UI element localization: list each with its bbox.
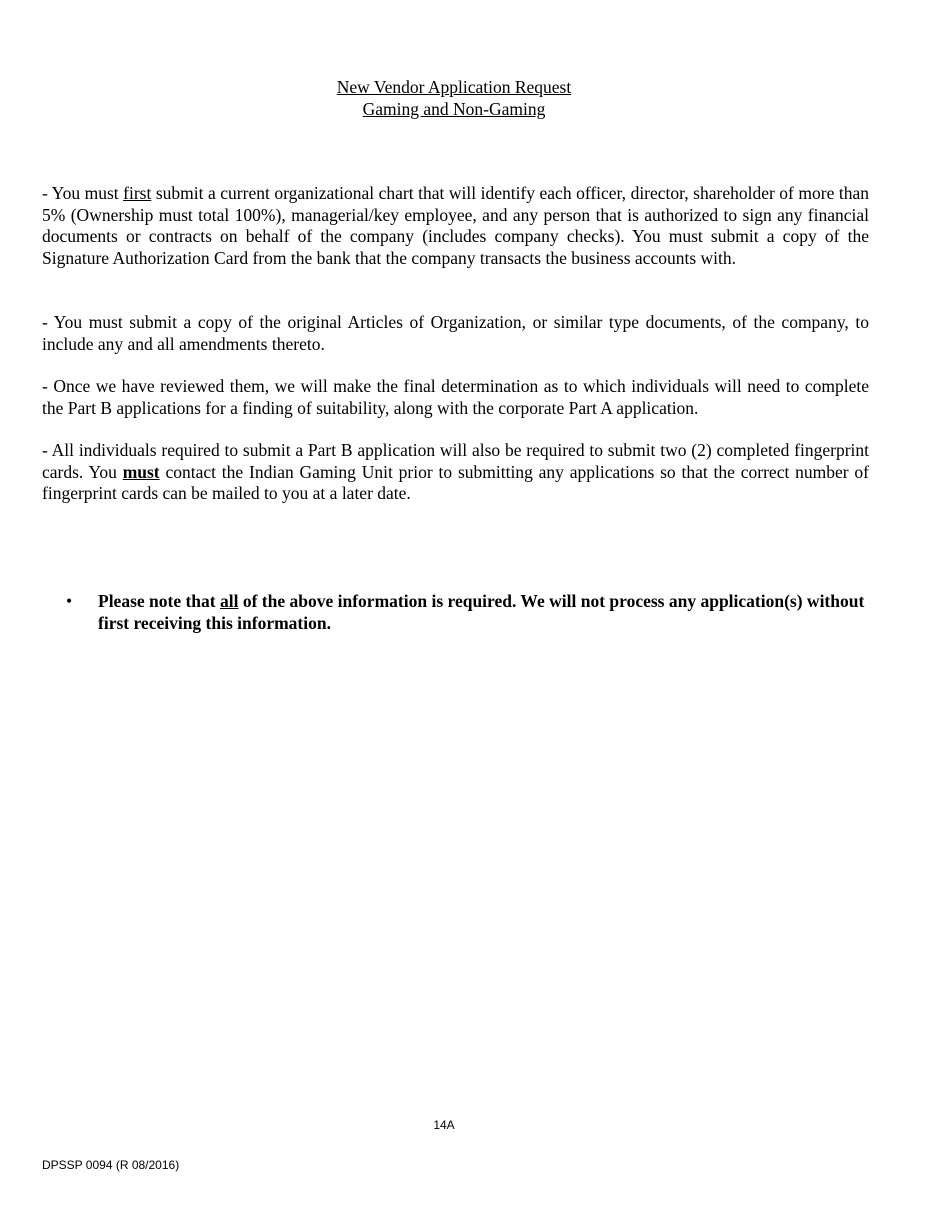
- paragraph-articles-of-organization: - You must submit a copy of the original Articles of Organization, or similar type documents, of the company, to include any and all amendments thereto.: [42, 312, 869, 354]
- title-line-1: New Vendor Application Request: [336, 77, 572, 97]
- emphasis-first: first: [123, 183, 152, 203]
- page-number: 14A: [433, 1118, 455, 1132]
- paragraph-review-determination: - Once we have reviewed them, we will make the final determination as to which individuals will need to complete the Part B applications for a finding of suitability, along with the corporate Part A application.: [42, 376, 869, 418]
- bullet-icon: •: [66, 591, 73, 611]
- form-identifier: DPSSP 0094 (R 08/2016): [42, 1158, 180, 1172]
- paragraph-fingerprint-cards: - All individuals required to submit a Part B application will also be required to submit two (2) completed fingerprint cards. You must contact the Indian Gaming Unit prior to submitting any applications so that the correct number of fingerprint cards can be mailed to you at a later date.: [42, 440, 869, 503]
- paragraph-org-chart: - You must first submit a current organizational chart that will identify each officer, director, shareholder of more than 5% (Ownership must total 100%), managerial/key employee, and any person that is authorized to sign any financial documents or contracts on behalf of the company (includes company checks). You must submit a copy of the Signature Authorization Card from the bank that the company transacts the business accounts with.: [42, 183, 869, 268]
- emphasis-all: all: [220, 591, 239, 611]
- emphasis-must: must: [122, 461, 160, 482]
- document-title: [0, 76, 908, 120]
- note-text: Please note that all of the above information is required. We will not process any application(s) without first receiving this information.: [98, 591, 865, 633]
- required-info-note: [66, 591, 866, 634]
- title-line-2: Gaming and Non-Gaming: [362, 99, 546, 119]
